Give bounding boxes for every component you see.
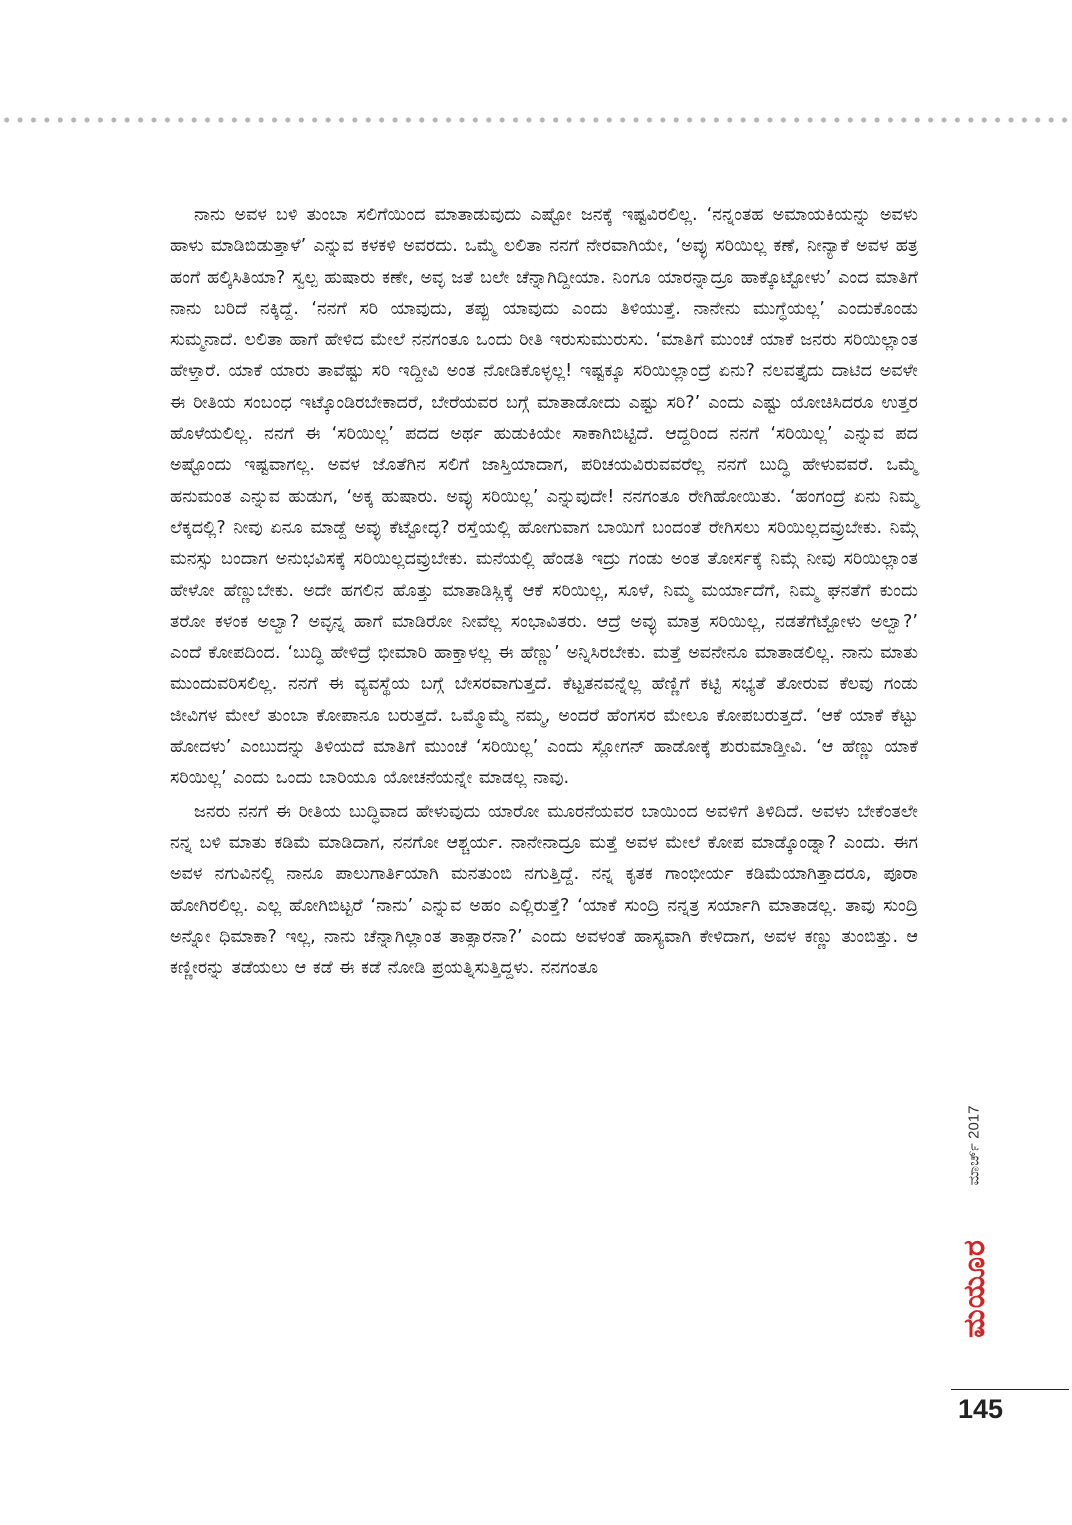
dotted-header-rule [0, 116, 1072, 124]
footer-rule [951, 1389, 1069, 1390]
magazine-name: ಮಯೂರ [956, 1238, 992, 1338]
issue-date-text: ಮಾರ್ಚ್ 2017 [965, 1105, 983, 1185]
magazine-logo [956, 1188, 992, 1388]
article-body [170, 200, 918, 984]
article-paragraph-2: ಜನರು ನನಗೆ ಈ ರೀತಿಯ ಬುದ್ಧಿವಾದ ಹೇಳುವುದು ಯಾರೋ ಮೂರನೆಯವರ ಬಾಯಿಂದ ಅವಳಿಗೆ ತಿಳಿದಿದೆ. ಅವಳು ಬೇಕೆಂತಲೇ ನನ್ನ ಬಳಿ ಮಾತು ಕಡಿಮೆ ಮಾಡಿದಾಗ, ನನಗೋ ಆಶ್ಚರ್ಯ. ನಾನೇನಾದ್ರೂ ಮತ್ತೆ ಅವಳ ಮೇಲೆ ಕೋಪ ಮಾಡ್ಕೊಂಡ್ನಾ? ಎಂದು. ಈಗ ಅವಳ ನಗುವಿನಲ್ಲಿ ನಾನೂ ಪಾಲುಗಾರ್ತಿಯಾಗಿ ಮನತುಂಬಿ ನಗುತ್ತಿದ್ದೆ. ನನ್ನ ಕೃತಕ ಗಾಂಭೀರ್ಯ ಕಡಿಮೆಯಾಗಿತ್ತಾದರೂ, ಪೂರಾ ಹೋಗಿರಲಿಲ್ಲ. ಎಲ್ಲ ಹೋಗಿಬಿಟ್ಟರೆ ‘ನಾನು’ ಎನ್ನುವ ಅಹಂ ಎಲ್ಲಿರುತ್ತೆ? ‘ಯಾಕೆ ಸುಂದ್ರಿ ನನ್ನತ್ರ ಸರ್ಯಾಗಿ ಮಾತಾಡಲ್ಲ. ತಾವು ಸುಂದ್ರಿ ಅನ್ನೋ ಧಿಮಾಕಾ? ಇಲ್ಲ, ನಾನು ಚೆನ್ನಾಗಿಲ್ಲಾಂತ ತಾತ್ಸಾರನಾ?’ ಎಂದು ಅವಳಂತೆ ಹಾಸ್ಯವಾಗಿ ಕೇಳಿದಾಗ, ಅವಳ ಕಣ್ಣು ತುಂಬಿತ್ತು. ಆ ಕಣ್ಣೀರನ್ನು ತಡೆಯಲು ಆ ಕಡೆ ಈ ಕಡೆ ನೋಡಿ ಪ್ರಯತ್ನಿಸುತ್ತಿದ್ದಳು. ನನಗಂತೂ [170, 801, 918, 979]
issue-date [958, 1100, 990, 1190]
magazine-sidebar [950, 1100, 1000, 1390]
article-paragraph-1: ನಾನು ಅವಳ ಬಳಿ ತುಂಬಾ ಸಲಿಗೆಯಿಂದ ಮಾತಾಡುವುದು ಎಷ್ಟೋ ಜನಕ್ಕೆ ಇಷ್ಟವಿರಲಿಲ್ಲ. ‘ನನ್ನಂತಹ ಅಮಾಯಕಿಯನ್ನು ಅವಳು ಹಾಳು ಮಾಡಿಬಿಡುತ್ತಾಳೆ’ ಎನ್ನುವ ಕಳಕಳಿ ಅವರದು. ಒಮ್ಮೆ ಲಲಿತಾ ನನಗೆ ನೇರವಾಗಿಯೇ, ‘ಅವ್ಳು ಸರಿಯಿಲ್ಲ ಕಣೆ, ನೀನ್ಯಾಕೆ ಅವಳ ಹತ್ರ ಹಂಗೆ ಹಲ್ಕಿಸಿತಿಯಾ? ಸ್ವಲ್ಪ ಹುಷಾರು ಕಣೇ, ಅವ್ಳ ಜತೆ ಬಲೇ ಚೆನ್ನಾಗಿದ್ದೀಯಾ. ನಿಂಗೂ ಯಾರನ್ನಾದ್ರೂ ಹಾಕ್ಕೊಟ್ಟೋಳು’ ಎಂದ ಮಾತಿಗೆ ನಾನು ಬರಿದೆ ನಕ್ಕಿದ್ದೆ. ‘ನನಗೆ ಸರಿ ಯಾವುದು, ತಪ್ಪು ಯಾವುದು ಎಂದು ತಿಳಿಯುತ್ತೆ. ನಾನೇನು ಮುಗ್ಧೆಯಲ್ಲ’ ಎಂದುಕೊಂಡು ಸುಮ್ಮನಾದೆ. ಲಲಿತಾ ಹಾಗೆ ಹೇಳಿದ ಮೇಲೆ ನನಗಂತೂ ಒಂದು ರೀತಿ ಇರುಸುಮುರುಸು. ‘ಮಾತಿಗೆ ಮುಂಚೆ ಯಾಕೆ ಜನರು ಸರಿಯಿಲ್ಲಾಂತ ಹೇಳ್ತಾರೆ. ಯಾಕೆ ಯಾರು ತಾವೆಷ್ಟು ಸರಿ ಇದ್ದೀವಿ ಅಂತ ನೋಡಿಕೊಳ್ಳಲ್ಲ! ಇಷ್ಟಕ್ಕೂ ಸರಿಯಿಲ್ಲಾಂದ್ರೆ ಏನು? ನಲವತ್ತೈದು ದಾಟಿದ ಅವಳೇ ಈ ರೀತಿಯ ಸಂಬಂಧ ಇಟ್ಕೊಂಡಿರಬೇಕಾದರೆ, ಬೇರೆಯವರ ಬಗ್ಗೆ ಮಾತಾಡೋದು ಎಷ್ಟು ಸರಿ?’ ಎಂದು ಎಷ್ಟು ಯೋಚಿಸಿದರೂ ಉತ್ತರ ಹೊಳೆಯಲಿಲ್ಲ. ನನಗೆ ಈ ‘ಸರಿಯಿಲ್ಲ’ ಪದದ ಅರ್ಥ ಹುಡುಕಿಯೇ ಸಾಕಾಗಿಬಿಟ್ಟಿದೆ. ಆದ್ದರಿಂದ ನನಗೆ ‘ಸರಿಯಿಲ್ಲ’ ಎನ್ನುವ ಪದ ಅಷ್ಟೊಂದು ಇಷ್ಟವಾಗಲ್ಲ. ಅವಳ ಜೊತೆಗಿನ ಸಲಿಗೆ ಜಾಸ್ತಿಯಾದಾಗ, ಪರಿಚಯವಿರುವವರೆಲ್ಲ ನನಗೆ ಬುದ್ಧಿ ಹೇಳುವವರೆ. ಒಮ್ಮೆ ಹನುಮಂತ ಎನ್ನುವ ಹುಡುಗ, ‘ಅಕ್ಕ ಹುಷಾರು. ಅವ್ಳು ಸರಿಯಿಲ್ಲ’ ಎನ್ನುವುದೇ! ನನಗಂತೂ ರೇಗಿಹೋಯಿತು. ‘ಹಂಗಂದ್ರೆ ಏನು ನಿಮ್ಮ ಲೆಕ್ಕದಲ್ಲಿ? ನೀವು ಏನೂ ಮಾಡ್ದೆ ಅವ್ಳು ಕೆಟ್ಟೋದ್ಳ? ರಸ್ತೆಯಲ್ಲಿ ಹೋಗುವಾಗ ಬಾಯಿಗೆ ಬಂದಂತೆ ರೇಗಿಸಲು ಸರಿಯಿಲ್ಲದವ್ರುಬೇಕು. ನಿಮ್ಗೆ ಮನಸ್ಸು ಬಂದಾಗ ಅನುಭವಿಸಕ್ಕೆ ಸರಿಯಿಲ್ಲದವ್ರುಬೇಕು. ಮನೆಯಲ್ಲಿ ಹೆಂಡತಿ ಇದ್ರು ಗಂಡು ಅಂತ ತೋರ್ಸಕ್ಕೆ ನಿಮ್ಗೆ ನೀವು ಸರಿಯಿಲ್ಲಾಂತ ಹೇಳೋ ಹೆಣ್ಣುಬೇಕು. ಅದೇ ಹಗಲಿನ ಹೊತ್ತು ಮಾತಾಡಿಸ್ಲಿಕ್ಕೆ ಆಕೆ ಸರಿಯಿಲ್ಲ, ಸೂಳೆ, ನಿಮ್ಮ ಮರ್ಯಾದೆಗೆ, ನಿಮ್ಮ ಘನತೆಗೆ ಕುಂದು ತರೋ ಕಳಂಕ ಅಲ್ವಾ? ಅವ್ಳನ್ನ ಹಾಗೆ ಮಾಡಿರೋ ನೀವೆಲ್ಲ ಸಂಭಾವಿತರು. ಆದ್ರೆ ಅವ್ಳು ಮಾತ್ರ ಸರಿಯಿಲ್ಲ, ನಡತೆಗೆಟ್ಟೋಳು ಅಲ್ವಾ?’ ಎಂದೆ ಕೋಪದಿಂದ. ‘ಬುದ್ಧಿ ಹೇಳಿದ್ರೆ ಭೀಮಾರಿ ಹಾಕ್ತಾಳಲ್ಲ ಈ ಹೆಣ್ಣು’ ಅನ್ನಿಸಿರಬೇಕು. ಮತ್ತೆ ಅವನೇನೂ ಮಾತಾಡಲಿಲ್ಲ. ನಾನು ಮಾತು ಮುಂದುವರಿಸಲಿಲ್ಲ. ನನಗೆ ಈ ವ್ಯವಸ್ಥೆಯ ಬಗ್ಗೆ ಬೇಸರವಾಗುತ್ತದೆ. ಕೆಟ್ಟತನವನ್ನೆಲ್ಲ ಹೆಣ್ಣಿಗೆ ಕಟ್ಟಿ ಸಭ್ಯತೆ ತೋರುವ ಕೆಲವು ಗಂಡು ಜೀವಿಗಳ ಮೇಲೆ ತುಂಬಾ ಕೋಪಾನೂ ಬರುತ್ತದೆ. ಒಮ್ಮೊಮ್ಮೆ ನಮ್ಮ, ಅಂದರೆ ಹೆಂಗಸರ ಮೇಲೂ ಕೋಪಬರುತ್ತದೆ. ‘ಆಕೆ ಯಾಕೆ ಕೆಟ್ಟು ಹೋದಳು’ ಎಂಬುದನ್ನು ತಿಳಿಯದೆ ಮಾತಿಗೆ ಮುಂಚೆ ‘ಸರಿಯಿಲ್ಲ’ ಎಂದು ಸ್ಲೋಗನ್ ಹಾಡೋಕ್ಕೆ ಶುರುಮಾಡ್ತೀವಿ. ‘ಆ ಹೆಣ್ಣು ಯಾಕೆ ಸರಿಯಿಲ್ಲ’ ಎಂದು ಒಂದು ಬಾರಿಯೂ ಯೋಚನೆಯನ್ನೇ ಮಾಡಲ್ಲ ನಾವು. [170, 205, 919, 789]
page-number: 145 [958, 1394, 1004, 1424]
